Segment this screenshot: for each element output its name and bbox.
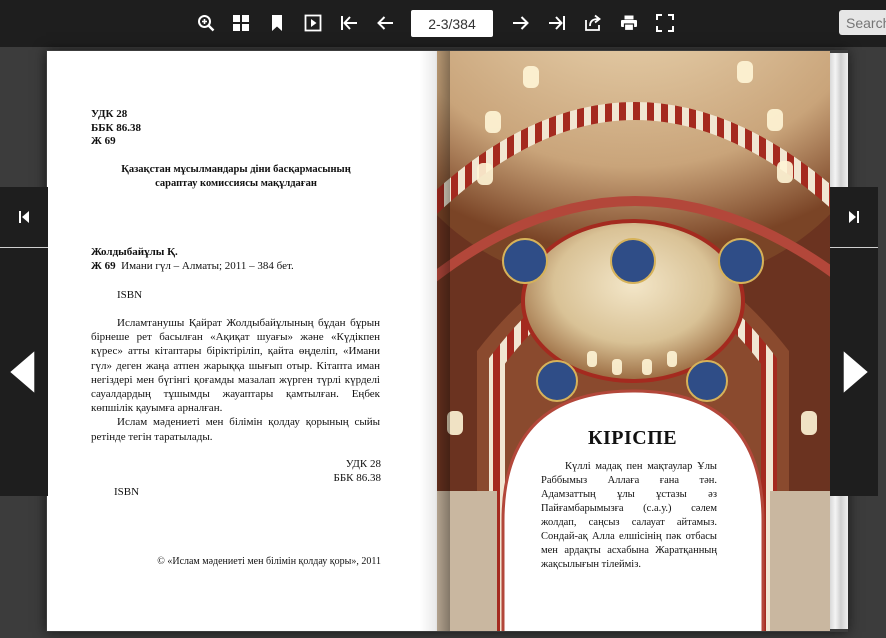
isbn-top: ISBN (117, 289, 143, 301)
approval-line2: сараптау комиссиясы мақұлдаған (155, 178, 317, 189)
publication-info: Имани гүл – Алматы; 2011 – 384 бет. (121, 260, 294, 272)
left-page[interactable] (47, 51, 437, 631)
last-page-side-icon (847, 210, 861, 224)
zoom-in-icon[interactable] (195, 12, 217, 34)
annotation-paragraph-2: Ислам мәдениеті мен білімін қолдау қорының сыйы ретінде тегін таратылады. (91, 416, 380, 443)
prev-page-side-button[interactable] (0, 248, 48, 496)
toolbar (0, 0, 886, 47)
isbn-bottom: ISBN (114, 486, 140, 498)
fullscreen-icon[interactable] (654, 12, 676, 34)
next-page-side-button[interactable] (830, 248, 878, 496)
udk-bottom: УДК 28 (345, 458, 381, 470)
next-side-icon (830, 348, 878, 396)
prev-side-icon (0, 348, 48, 396)
copyright: © «Ислам мәдениеті мен білімін қолдау қоры», 2011 (157, 556, 381, 567)
approval-line1: Қазақстан мұсылмандары діни басқармасының (121, 164, 351, 175)
page-indicator[interactable]: 2-3/384 (411, 10, 493, 37)
author: Жолдыбайұлы Қ. (91, 246, 178, 258)
next-page-icon[interactable] (510, 12, 532, 34)
share-icon[interactable] (582, 12, 604, 34)
first-page-icon[interactable] (338, 12, 360, 34)
annotation (91, 316, 380, 444)
right-page[interactable] (437, 51, 830, 631)
bookmark-icon[interactable] (266, 12, 288, 34)
bbk-top: ББК 86.38 (91, 122, 142, 134)
last-page-icon[interactable] (546, 12, 568, 34)
udk-top: УДК 28 (91, 108, 128, 120)
intro-text: Күллі мадақ пен мақтаулар Ұлы Раббымыз Аллаға ғана тән. Адамзаттың ұлы ұстазы әз Пайғамбарымызға (с.а.у.) сәлем жолдап, саңсыз салауат айтамыз. Сондай-ақ Алла елшісінің пәк отбасы мен ардақты асхабына Жаратқанның жақсылығын тілейміз. (541, 461, 717, 570)
code-bottom: Ж 69 (91, 260, 116, 272)
section-title: КІРІСПЕ (588, 427, 678, 449)
bbk-bottom: ББК 86.38 (333, 472, 381, 484)
first-page-side-icon (17, 210, 31, 224)
thumbnails-icon[interactable] (230, 12, 252, 34)
play-icon[interactable] (302, 12, 324, 34)
print-icon[interactable] (618, 12, 640, 34)
prev-page-icon[interactable] (374, 12, 396, 34)
last-page-side-button[interactable] (830, 187, 878, 247)
code-top: Ж 69 (91, 135, 116, 147)
search-input[interactable] (839, 10, 886, 35)
first-page-side-button[interactable] (0, 187, 48, 247)
annotation-paragraph-1: Исламтанушы Қайрат Жолдыбайұлының бұдан бұрын бірнеше рет басылған «Ақиқат шуағы» және «Күдікпен күрес» атты кітаптары біріктіріліп, қайта өңделіп, «Имани гүл» деген жаңа атпен жарыққа шығып отыр. Кітапта иман негіздері мен бүгінгі қоғамды мазалап жүрген түрлі күрделі сауалдардың тұшымды жауаптары қамтылған. Еңбек көпшілік қауымға арналған. (91, 317, 380, 415)
